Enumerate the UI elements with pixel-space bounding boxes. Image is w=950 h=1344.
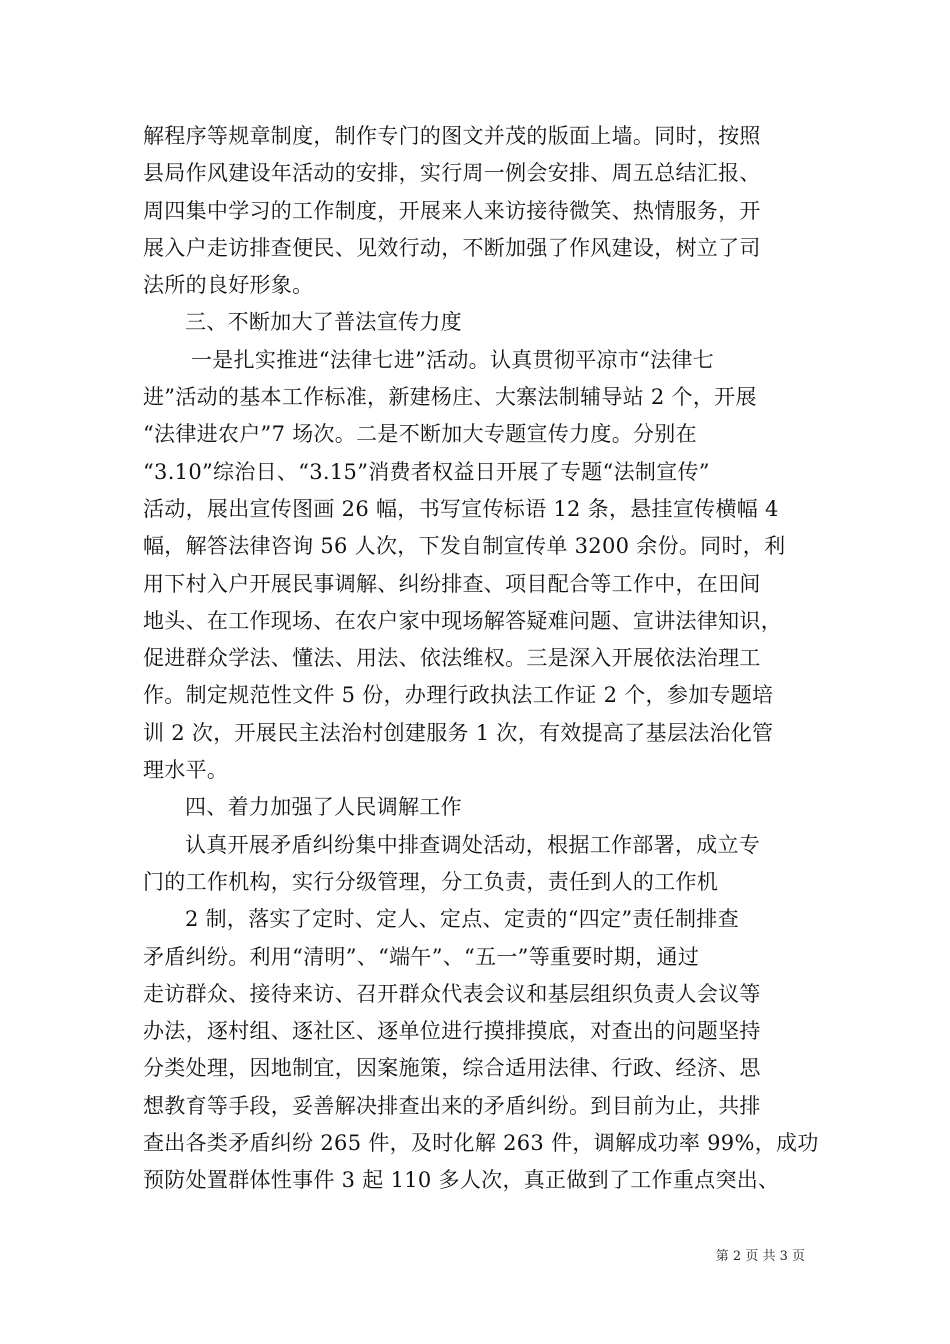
text-line: 作。制定规范性文件 5 份，办理行政执法工作证 2 个，参加专题培 bbox=[143, 683, 774, 708]
text-line: 查出各类矛盾纠纷 265 件，及时化解 263 件，调解成功率 99%，成功 bbox=[143, 1131, 819, 1156]
text-line: 分类处理，因地制宜，因案施策，综合适用法律、行政、经济、思 bbox=[143, 1056, 761, 1081]
text-line: 活动，展出宣传图画 26 幅，书写宣传标语 12 条，悬挂宣传横幅 4 bbox=[143, 496, 779, 521]
page-number-footer: 第 2 页 共 3 页 bbox=[715, 1249, 805, 1264]
text-line: 进”活动的基本工作标准，新建杨庄、大寨法制辅导站 2 个，开展 bbox=[143, 385, 757, 410]
section-heading: 三、不断加大了普法宣传力度 bbox=[185, 310, 462, 335]
text-line: 训 2 次，开展民主法治村创建服务 1 次，有效提高了基层法治化管 bbox=[143, 720, 774, 745]
text-line: 一是扎实推进“法律七进”活动。认真贯彻平凉市“法律七 bbox=[191, 347, 715, 372]
text-line: 促进群众学法、懂法、用法、依法维权。三是深入开展依法治理工 bbox=[143, 646, 761, 671]
text-line: 走访群众、接待来访、召开群众代表会议和基层组织负责人会议等 bbox=[143, 981, 761, 1006]
document-body bbox=[143, 118, 823, 1200]
text-line: “法律进农户”7 场次。二是不断加大专题宣传力度。分别在 bbox=[143, 422, 697, 447]
text-line: 用下村入户开展民事调解、纠纷排查、项目配合等工作中，在田间 bbox=[143, 571, 761, 596]
text-line: 地头、在工作现场、在农户家中现场解答疑难问题、宣讲法律知识， bbox=[143, 608, 782, 633]
text-line: 周四集中学习的工作制度，开展来人来访接待微笑、热情服务，开 bbox=[143, 198, 761, 223]
text-line: 想教育等手段，妥善解决排查出来的矛盾纠纷。到目前为止，共排 bbox=[143, 1093, 761, 1118]
text-line: 门的工作机构，实行分级管理，分工负责，责任到人的工作机 bbox=[143, 869, 719, 894]
text-line: 法所的良好形象。 bbox=[143, 273, 314, 298]
section-heading: 四、着力加强了人民调解工作 bbox=[185, 795, 462, 820]
text-line: 幅，解答法律咨询 56 人次，下发自制宣传单 3200 余份。同时，利 bbox=[143, 534, 786, 559]
text-line: 展入户走访排查便民、见效行动，不断加强了作风建设，树立了司 bbox=[143, 235, 761, 260]
text-line: 矛盾纠纷。利用“清明”、“端午”、“五一”等重要时期，通过 bbox=[143, 944, 700, 969]
text-line: 认真开展矛盾纠纷集中排查调处活动，根据工作部署，成立专 bbox=[185, 832, 761, 857]
text-line: 预防处置群体性事件 3 起 110 多人次，真正做到了工作重点突出、 bbox=[143, 1168, 780, 1193]
text-line: “3.10”综治日、“3.15”消费者权益日开展了专题“法制宣传” bbox=[143, 459, 710, 484]
text-line: 县局作风建设年活动的安排，实行周一例会安排、周五总结汇报、 bbox=[143, 161, 761, 186]
text-line: 解程序等规章制度，制作专门的图文并茂的版面上墙。同时，按照 bbox=[143, 124, 761, 148]
text-line: 2 制，落实了定时、定人、定点、定责的“四定”责任制排查 bbox=[185, 907, 739, 932]
text-line: 办法，逐村组、逐社区、逐单位进行摸排摸底，对查出的问题坚持 bbox=[143, 1019, 761, 1044]
text-line: 理水平。 bbox=[143, 758, 229, 783]
